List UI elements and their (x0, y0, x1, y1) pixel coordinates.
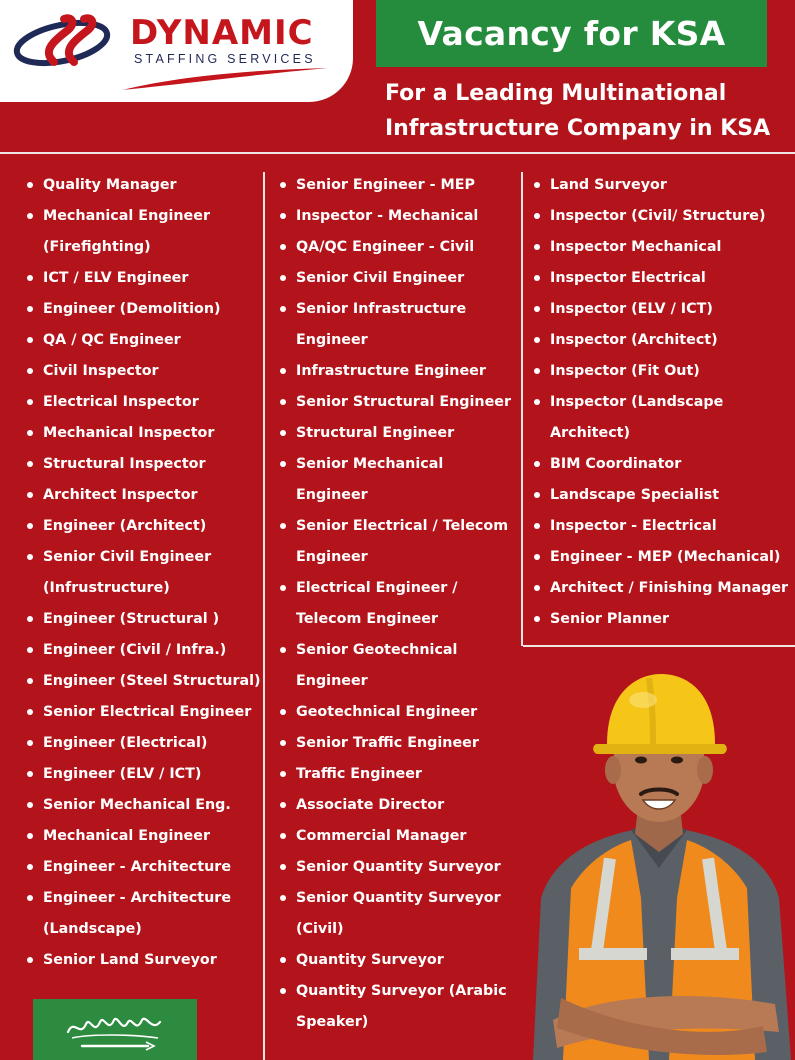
job-list-item (278, 511, 518, 573)
job-title-line: Senior Land Surveyor (43, 952, 217, 968)
job-list-item (25, 790, 263, 821)
job-title-line: Senior Civil Engineer (296, 270, 465, 286)
job-list-item (278, 697, 518, 728)
subtitle-line: Infrastructure Company in KSA (385, 116, 771, 141)
job-column-1 (25, 170, 263, 976)
job-title-line: (Infrustructure) (43, 580, 170, 596)
job-list-item (25, 449, 263, 480)
job-list-item (25, 294, 263, 325)
job-title-line: Senior Quantity Surveyor (296, 859, 501, 875)
job-list-item (278, 263, 518, 294)
job-title-line: Landscape Specialist (550, 487, 720, 503)
job-list-item (278, 883, 518, 945)
job-title-line: Senior Structural Engineer (296, 394, 512, 410)
worker-photo (523, 648, 795, 1060)
job-list-item (25, 666, 263, 697)
job-title-line: Senior Mechanical (296, 456, 444, 472)
job-column-2 (278, 170, 518, 1038)
job-list-item (25, 852, 263, 883)
job-title-line: Electrical Inspector (43, 394, 199, 410)
job-title-line: Land Surveyor (550, 177, 667, 193)
job-list-item (278, 201, 518, 232)
job-title-line: (Landscape) (43, 921, 142, 937)
column-divider (521, 172, 523, 646)
job-list-item (278, 635, 518, 697)
job-list-item (25, 945, 263, 976)
job-title-line: Senior Quantity Surveyor (296, 890, 501, 906)
job-list-item (278, 759, 518, 790)
job-title-line: Senior Engineer - MEP (296, 177, 475, 193)
job-list-item (25, 511, 263, 542)
photo-divider (523, 645, 795, 647)
job-title-line: Architect Inspector (43, 487, 198, 503)
job-list-item (25, 170, 263, 201)
job-title-line: QA / QC Engineer (43, 332, 181, 348)
job-list-item (532, 201, 792, 232)
page-subtitle (385, 76, 795, 146)
job-title-line: Associate Director (296, 797, 445, 813)
job-title-line: Quantity Surveyor (Arabic (296, 983, 507, 999)
job-list-item (278, 573, 518, 635)
job-title-line: Quality Manager (43, 177, 177, 193)
job-list-item (278, 821, 518, 852)
job-list-item (532, 325, 792, 356)
job-list-item (25, 263, 263, 294)
job-title-line: Commercial Manager (296, 828, 467, 844)
job-list-item (278, 356, 518, 387)
job-list-item (278, 170, 518, 201)
job-list-item (532, 356, 792, 387)
job-list-item (278, 790, 518, 821)
job-list-item (25, 759, 263, 790)
job-title-line: Inspector Mechanical (550, 239, 722, 255)
job-title-line: Inspector - Mechanical (296, 208, 479, 224)
job-list-item (532, 170, 792, 201)
job-list-item (278, 449, 518, 511)
job-title-line: Geotechnical Engineer (296, 704, 478, 720)
job-list-item (532, 573, 792, 604)
saudi-flag (33, 999, 197, 1060)
job-list-item (532, 511, 792, 542)
job-title-line: Inspector - Electrical (550, 518, 717, 534)
job-title-line: Inspector (Fit Out) (550, 363, 700, 379)
logo-swoosh-icon (120, 64, 330, 92)
job-title-line: Mechanical Inspector (43, 425, 215, 441)
job-title-line: Telecom Engineer (296, 611, 439, 627)
job-title-line: Engineer - Architecture (43, 890, 232, 906)
job-list-item (25, 480, 263, 511)
job-list-item (25, 883, 263, 945)
job-list-item (25, 418, 263, 449)
job-list-item (278, 945, 518, 976)
job-title-line: Civil Inspector (43, 363, 159, 379)
job-list-item (532, 387, 792, 449)
job-title-line: BIM Coordinator (550, 456, 682, 472)
job-list-item (278, 294, 518, 356)
job-title-line: Engineer (Civil / Infra.) (43, 642, 227, 658)
job-title-line: Inspector Electrical (550, 270, 706, 286)
job-title-line: Engineer (Structural ) (43, 611, 220, 627)
page-title: Vacancy for KSA (376, 0, 767, 67)
job-list-item (25, 821, 263, 852)
job-list-item (532, 449, 792, 480)
job-list-item (532, 480, 792, 511)
job-list-item (25, 201, 263, 263)
job-list-item (278, 418, 518, 449)
job-list-item (532, 232, 792, 263)
job-title-line: Senior Electrical / Telecom (296, 518, 509, 534)
job-title-line: Mechanical Engineer (43, 208, 211, 224)
flag-emblem-icon (60, 1008, 170, 1052)
job-list-item (532, 263, 792, 294)
job-title-line: Engineer (296, 487, 368, 503)
job-title-line: Engineer - MEP (Mechanical) (550, 549, 781, 565)
job-title-line: ICT / ELV Engineer (43, 270, 189, 286)
job-list-item (278, 728, 518, 759)
job-title-line: Inspector (Architect) (550, 332, 718, 348)
job-title-line: Senior Civil Engineer (43, 549, 212, 565)
job-title-line: Senior Geotechnical (296, 642, 458, 658)
job-list-item (25, 356, 263, 387)
job-title-line: Quantity Surveyor (296, 952, 444, 968)
job-list-item (532, 294, 792, 325)
job-title-line: Engineer (Architect) (43, 518, 207, 534)
subtitle-line: For a Leading Multinational (385, 81, 727, 106)
job-title-line: Inspector (Landscape (550, 394, 724, 410)
job-list-item (25, 635, 263, 666)
job-list-item (532, 542, 792, 573)
job-title-line: Senior Electrical Engineer (43, 704, 252, 720)
job-title-line: Traffic Engineer (296, 766, 422, 782)
job-title-line: Engineer (Demolition) (43, 301, 221, 317)
job-title-line: Senior Infrastructure (296, 301, 467, 317)
job-title-line: Inspector (ELV / ICT) (550, 301, 713, 317)
job-list-item (278, 387, 518, 418)
job-list-item (25, 542, 263, 604)
job-title-line: Electrical Engineer / (296, 580, 458, 596)
job-title-line: Structural Engineer (296, 425, 455, 441)
job-title-line: Speaker) (296, 1014, 369, 1030)
job-title-line: Structural Inspector (43, 456, 206, 472)
job-title-line: Engineer (296, 549, 368, 565)
job-list-item (25, 387, 263, 418)
job-title-line: Architect / Finishing Manager (550, 580, 789, 596)
job-list-item (25, 325, 263, 356)
job-title-line: (Civil) (296, 921, 344, 937)
logo-title: DYNAMIC (130, 13, 314, 53)
job-title-line: Inspector (Civil/ Structure) (550, 208, 766, 224)
column-divider (263, 172, 265, 1060)
job-title-line: Engineer (ELV / ICT) (43, 766, 202, 782)
job-title-line: Engineer (Steel Structural) (43, 673, 261, 689)
header-divider (0, 152, 795, 154)
job-list-item (278, 852, 518, 883)
job-title-line: Engineer (296, 673, 368, 689)
job-list-item (25, 697, 263, 728)
job-title-line: Senior Mechanical Eng. (43, 797, 231, 813)
job-list-item (532, 604, 792, 635)
job-title-line: Engineer (Electrical) (43, 735, 208, 751)
job-title-line: Senior Traffic Engineer (296, 735, 479, 751)
logo (0, 0, 353, 102)
job-list-item (278, 976, 518, 1038)
job-list-item (278, 232, 518, 263)
job-title-line: Senior Planner (550, 611, 670, 627)
job-title-line: Infrastructure Engineer (296, 363, 486, 379)
job-title-line: Mechanical Engineer (43, 828, 211, 844)
logo-subtitle: STAFFING SERVICES (134, 52, 316, 66)
job-title-line: Engineer (296, 332, 368, 348)
logo-mark-icon (10, 10, 118, 72)
job-title-line: (Firefighting) (43, 239, 151, 255)
job-title-line: Architect) (550, 425, 631, 441)
job-list-item (25, 728, 263, 759)
job-title-line: QA/QC Engineer - Civil (296, 239, 475, 255)
job-column-3 (532, 170, 792, 635)
job-list-item (25, 604, 263, 635)
job-title-line: Engineer - Architecture (43, 859, 232, 875)
